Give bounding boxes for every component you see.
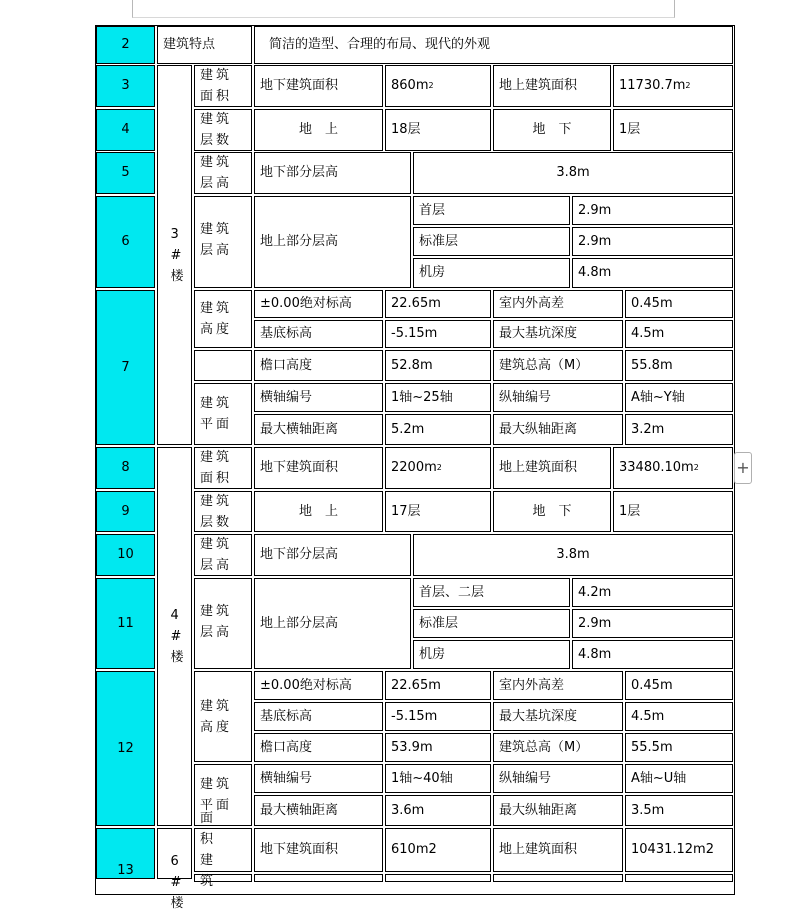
spec-value: 22.65m: [385, 290, 491, 318]
building-height-label: 建筑高度: [194, 290, 252, 348]
row-number: 7: [96, 290, 155, 445]
spec-label: 最大纵轴距离: [493, 414, 623, 445]
row-number: 4: [96, 109, 155, 151]
underground-area-value: 2200m 2: [385, 447, 491, 489]
above-area-value: 11730.7m 2: [613, 65, 733, 107]
spec-value: 3.6m: [385, 795, 491, 826]
spec-label: 建筑总高（M）: [493, 350, 623, 381]
spec-value: 53.9m: [385, 733, 491, 762]
spec-value: -5.15m: [385, 320, 491, 348]
above-area-label: 地上建筑面积: [493, 65, 611, 107]
underground-height-value: 3.8m: [413, 534, 733, 576]
spec-value: 55.5m: [625, 733, 733, 762]
under-floors-label: 地 下: [493, 109, 611, 151]
floor-type: 首层、二层: [413, 578, 570, 607]
underground-area-value: 860m 2: [385, 65, 491, 107]
spec-label: 横轴编号: [254, 764, 383, 793]
spec-label: 横轴编号: [254, 383, 383, 412]
underground-area-label: 地下建筑面积: [254, 65, 383, 107]
building-label: 4#楼: [157, 447, 192, 826]
spec-value: 1轴~40轴: [385, 764, 491, 793]
building-plan-label: 建筑平面: [194, 383, 252, 445]
under-floors-value: 1层: [613, 491, 733, 532]
building-label: 6#楼: [157, 828, 192, 879]
floor-height-label: 建筑层高: [194, 196, 252, 288]
spec-label: 最大纵轴距离: [493, 795, 623, 826]
floor-height-label: 建筑层高: [194, 578, 252, 669]
spec-label: 檐口高度: [254, 350, 383, 381]
spec-value: 4.5m: [625, 320, 733, 348]
floor-height-value: 4.8m: [572, 640, 733, 669]
building-label: 3#楼: [157, 65, 192, 445]
underground-area-label: 地下建筑面积: [254, 828, 383, 872]
spec-label: ±0.00绝对标高: [254, 290, 383, 318]
underground-height-value: 3.8m: [413, 152, 733, 194]
floor-height-label: 建筑层高: [194, 534, 252, 576]
floor-type: 机房: [413, 640, 570, 669]
spec-value: 4.5m: [625, 702, 733, 731]
spec-value: 0.45m: [625, 290, 733, 318]
row-number: 8: [96, 447, 155, 489]
area-label: 建筑面积: [194, 447, 252, 489]
underground-height-label: 地下部分层高: [254, 534, 411, 576]
area-label: 建筑面积: [194, 65, 252, 107]
spec-label: ±0.00绝对标高: [254, 671, 383, 700]
page-top-margin: [132, 0, 675, 18]
underground-area-value: 610m2: [385, 828, 491, 872]
floor-height-value: 4.2m: [572, 578, 733, 607]
floor-height-value: 4.8m: [572, 258, 733, 288]
spec-value: 55.8m: [625, 350, 733, 381]
above-height-label: 地上部分层高: [254, 578, 411, 669]
spec-value: 3.2m: [625, 414, 733, 445]
above-floors-value: 18层: [385, 109, 491, 151]
floor-type: 标准层: [413, 609, 570, 638]
spec-label: 纵轴编号: [493, 764, 623, 793]
row-number: 3: [96, 65, 155, 107]
spec-value: 5.2m: [385, 414, 491, 445]
next-row-cell: [194, 874, 252, 882]
next-row-cell: [254, 874, 383, 882]
above-height-label: 地上部分层高: [254, 196, 411, 288]
floors-label: 建筑层数: [194, 109, 252, 151]
spec-value: 0.45m: [625, 671, 733, 700]
spec-value: A轴~Y轴: [625, 383, 733, 412]
above-floors-value: 17层: [385, 491, 491, 532]
area-label: 面积建筑: [194, 828, 252, 872]
spec-label: 最大基坑深度: [493, 320, 623, 348]
building-plan-label: 建筑平面: [194, 764, 252, 826]
underground-height-label: 地下部分层高: [254, 152, 411, 194]
above-area-value: 10431.12m2: [625, 828, 733, 872]
above-area-label: 地上建筑面积: [493, 447, 611, 489]
row-number: 5: [96, 152, 155, 194]
add-row-button[interactable]: +: [734, 452, 752, 484]
row-number: 11: [96, 578, 155, 669]
spec-label: 基底标高: [254, 320, 383, 348]
spec-label: 室内外高差: [493, 671, 623, 700]
spec-label: 最大基坑深度: [493, 702, 623, 731]
row-number: 6: [96, 196, 155, 288]
floor-type: 首层: [413, 196, 570, 225]
floor-height-value: 2.9m: [572, 227, 733, 256]
next-row-cell: [493, 874, 623, 882]
under-floors-value: 1层: [613, 109, 733, 151]
above-area-value: 33480.10m 2: [613, 447, 733, 489]
row-number: 9: [96, 491, 155, 532]
row-number: 13: [96, 828, 155, 879]
floor-height-value: 2.9m: [572, 196, 733, 225]
spec-value: 3.5m: [625, 795, 733, 826]
floor-height-label: 建筑层高: [194, 152, 252, 194]
above-floors-label: 地 上: [254, 109, 383, 151]
row-number: 10: [96, 534, 155, 576]
spec-label: 基底标高: [254, 702, 383, 731]
building-height-label: 建筑高度: [194, 671, 252, 762]
row-number: 12: [96, 671, 155, 826]
underground-area-label: 地下建筑面积: [254, 447, 383, 489]
spec-label: 最大横轴距离: [254, 414, 383, 445]
under-floors-label: 地 下: [493, 491, 611, 532]
spec-label: 纵轴编号: [493, 383, 623, 412]
spec-label: 檐口高度: [254, 733, 383, 762]
next-row-cell: [625, 874, 733, 882]
spec-value: 1轴~25轴: [385, 383, 491, 412]
row-number: 2: [96, 26, 155, 64]
spec-value: -5.15m: [385, 702, 491, 731]
floor-type: 标准层: [413, 227, 570, 256]
spec-label: 最大横轴距离: [254, 795, 383, 826]
row-label: 建筑特点: [157, 26, 252, 64]
floors-label: 建筑层数: [194, 491, 252, 532]
row-text: 简洁的造型、合理的布局、现代的外观: [254, 26, 733, 64]
spec-value: A轴~U轴: [625, 764, 733, 793]
empty-cell: [194, 350, 252, 381]
above-area-label: 地上建筑面积: [493, 828, 623, 872]
spec-label: 建筑总高（M）: [493, 733, 623, 762]
above-floors-label: 地 上: [254, 491, 383, 532]
floor-type: 机房: [413, 258, 570, 288]
spec-value: 22.65m: [385, 671, 491, 700]
spec-label: 室内外高差: [493, 290, 623, 318]
next-row-cell: [385, 874, 491, 882]
floor-height-value: 2.9m: [572, 609, 733, 638]
spec-value: 52.8m: [385, 350, 491, 381]
